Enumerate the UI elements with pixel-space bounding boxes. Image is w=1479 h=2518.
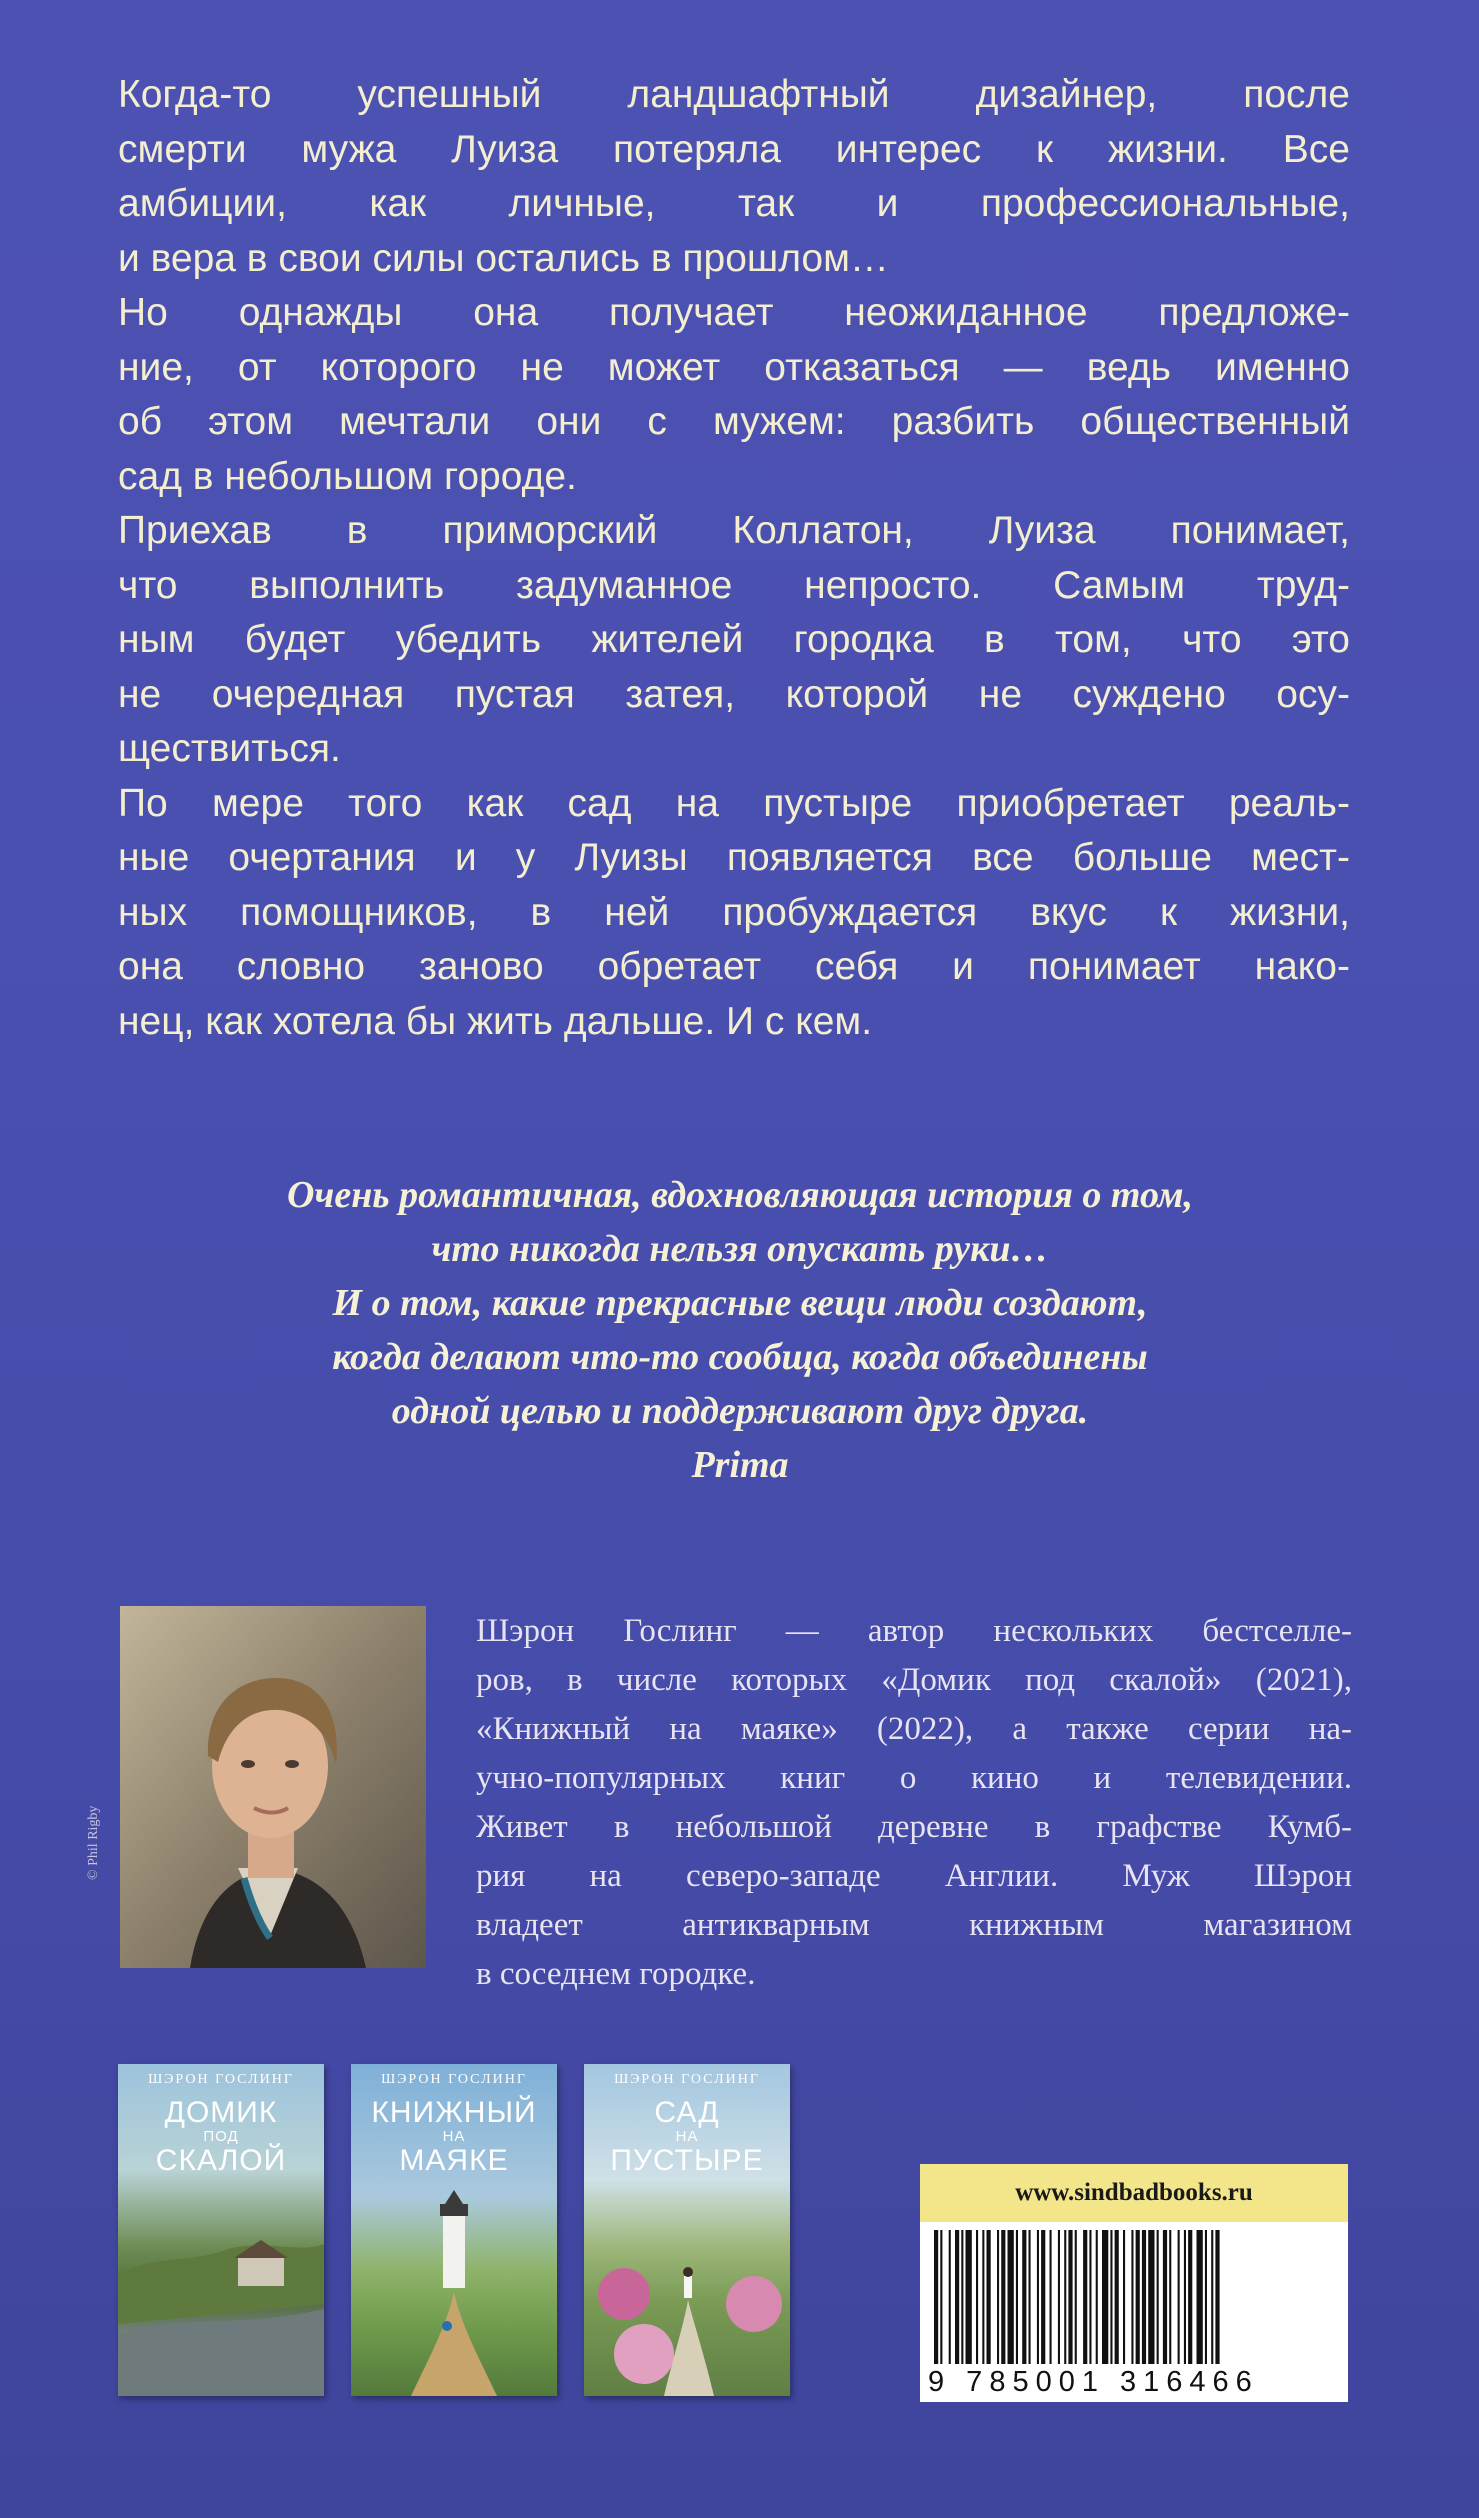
author-bio	[476, 1607, 1352, 1999]
book-title-bottom: МАЯКЕ	[399, 2144, 509, 2177]
blurb-line: Когда-то успешный ландшафтный дизайнер, после	[118, 73, 1350, 116]
quote-source: Prima	[691, 1444, 789, 1486]
book-cover-knizhny	[351, 2064, 557, 2396]
blurb-line: сад в небольшом городе.	[118, 454, 577, 498]
book-title-top: ДОМИК	[164, 2096, 278, 2129]
bio-line: ров, в числе которых «Домик под скалой» (2021),	[476, 1662, 1352, 1698]
bio-line: Живет в небольшой деревне в графстве Кумб-	[476, 1809, 1352, 1845]
blurb-line: и вера в свои силы остались в прошлом…	[118, 236, 889, 280]
blurb-line: смерти мужа Луиза потеряла интерес к жизни. Все	[118, 127, 1350, 171]
bio-line: учно-популярных книг о кино и телевидении.	[476, 1760, 1352, 1796]
book-title-small: НА	[442, 2128, 466, 2145]
blurb-line: ные очертания и у Луизы появляется все больше мест-	[118, 836, 1350, 879]
quote-line: что никогда нельзя опускать руки…	[431, 1228, 1049, 1270]
bio-line: рия на северо-западе Англии. Муж Шэрон	[476, 1858, 1352, 1894]
blurb-line: не очередная пустая затея, которой не суждено осу-	[118, 672, 1350, 716]
quote-line: когда делают что-то сообща, когда объединены	[332, 1336, 1148, 1378]
book-title-small: ПОД	[203, 2128, 239, 2145]
book-title-bottom: ПУСТЫРЕ	[610, 2144, 764, 2177]
quote-line: И о том, какие прекрасные вещи люди создают,	[332, 1282, 1148, 1324]
blurb-line: амбиции, как личные, так и профессиональные,	[118, 182, 1350, 225]
author-photo	[120, 1606, 426, 1968]
book-author: ШЭРОН ГОСЛИНГ	[148, 2072, 294, 2087]
quote-line: одной целью и поддерживают друг друга.	[391, 1390, 1089, 1432]
blurb-line: ным будет убедить жителей городка в том, что это	[118, 618, 1350, 661]
book-title-top: САД	[654, 2096, 720, 2129]
quote-line: Очень романтичная, вдохновляющая история о том,	[286, 1174, 1194, 1216]
bio-line: «Книжный на маяке» (2022), а также серии на-	[476, 1711, 1352, 1747]
book-title-small: НА	[675, 2128, 699, 2145]
book-author: ШЭРОН ГОСЛИНГ	[381, 2072, 527, 2087]
blurb-paragraph-2	[118, 286, 1350, 504]
bio-line: в соседнем городке.	[476, 1956, 756, 1992]
blurb-paragraph-4	[118, 777, 1350, 1050]
blurb-line: ществиться.	[118, 727, 341, 770]
house-cliff-illustration	[118, 2064, 324, 2396]
blurb-line: ние, от которого не может отказаться — ведь именно	[118, 345, 1350, 389]
author-portrait-illustration	[120, 1606, 426, 1968]
barcode-panel	[920, 2164, 1348, 2402]
bio-line: владеет антикварным книжным магазином	[476, 1907, 1352, 1943]
bio-line: Шэрон Гослинг — автор нескольких бестселле-	[476, 1613, 1352, 1649]
blurb-line: Приехав в приморский Коллатон, Луиза понимает,	[118, 509, 1350, 552]
book-title-top: КНИЖНЫЙ	[371, 2096, 537, 2129]
blurb-line: что выполнить задуманное непросто. Самым труд-	[118, 563, 1350, 607]
book-title-bottom: СКАЛОЙ	[155, 2144, 287, 2177]
lighthouse-illustration	[351, 2064, 557, 2396]
blurb-line: об этом мечтали они с мужем: разбить общественный	[118, 400, 1350, 443]
book-cover-sad	[584, 2064, 790, 2396]
blurb-line: ных помощников, в ней пробуждается вкус к жизни,	[118, 890, 1350, 934]
blurb-paragraph-3	[118, 504, 1350, 777]
blurb-line: По мере того как сад на пустыре приобретает реаль-	[118, 781, 1350, 825]
barcode-icon	[932, 2230, 1336, 2364]
blurb-line: она словно заново обретает себя и понимает нако-	[118, 945, 1350, 988]
book-cover-domik	[118, 2064, 324, 2396]
photo-credit: © Phil Rigby	[86, 1805, 101, 1880]
isbn-number: 9 785001 316466	[928, 2366, 1259, 2398]
book-author: ШЭРОН ГОСЛИНГ	[614, 2072, 760, 2087]
blurb-line: нец, как хотела бы жить дальше. И с кем.	[118, 999, 873, 1043]
blurb-line: Но однажды она получает неожиданное предложе-	[118, 291, 1350, 334]
blurb	[118, 68, 1350, 1049]
publisher-url: www.sindbadbooks.ru	[920, 2164, 1348, 2222]
review-quote	[120, 1168, 1360, 1492]
garden-illustration	[584, 2064, 790, 2396]
blurb-paragraph-1	[118, 68, 1350, 286]
